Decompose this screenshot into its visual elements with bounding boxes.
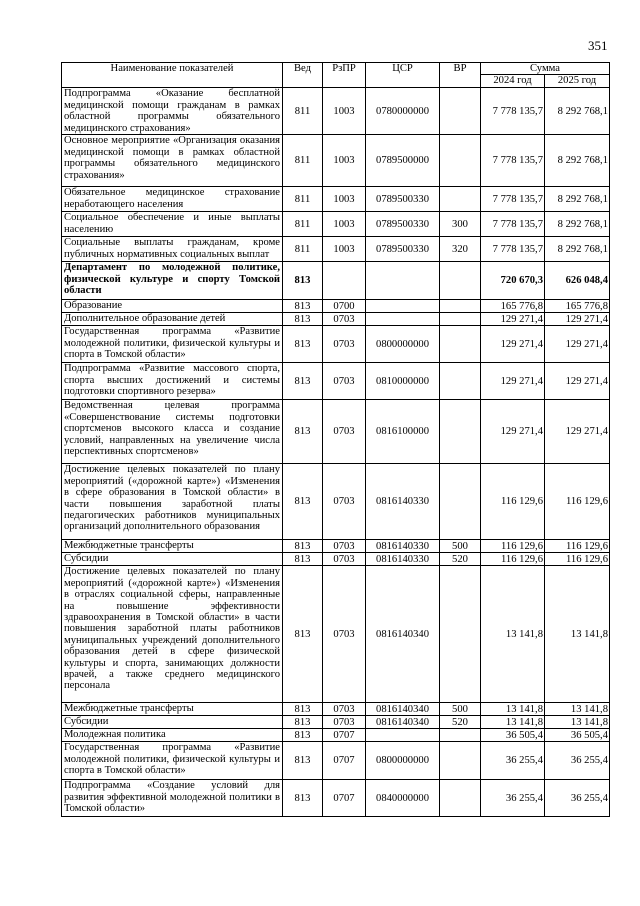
row-csr: 0789500330 — [366, 237, 440, 262]
row-sum-2025: 116 129,6 — [545, 553, 610, 566]
row-name: Подпрограмма «Создание условий для развития эффективной молодежной политики в Томской области» — [62, 780, 283, 817]
row-rzpr: 0703 — [323, 326, 366, 363]
row-sum-2024: 7 778 135,7 — [481, 88, 545, 135]
row-sum-2024: 36 505,4 — [481, 729, 545, 742]
row-name: Межбюджетные трансферты — [62, 540, 283, 553]
row-ved: 813 — [283, 566, 323, 703]
row-vr — [440, 313, 481, 326]
table-row — [62, 313, 610, 326]
row-rzpr: 0703 — [323, 464, 366, 540]
row-name: Основное мероприятие «Организация оказания медицинской помощи в рамках областной программы обязательного медицинского страхования» — [62, 135, 283, 187]
header-year-2025: 2025 год — [545, 75, 610, 88]
row-csr: 0816140330 — [366, 553, 440, 566]
table-row — [62, 212, 610, 237]
row-vr — [440, 566, 481, 703]
table-row — [62, 135, 610, 187]
row-name: Социальные выплаты гражданам, кроме публичных нормативных социальных выплат — [62, 237, 283, 262]
table-row — [62, 88, 610, 135]
row-ved: 813 — [283, 326, 323, 363]
table-row — [62, 262, 610, 300]
row-ved: 813 — [283, 716, 323, 729]
row-sum-2025: 8 292 768,1 — [545, 212, 610, 237]
row-ved: 811 — [283, 135, 323, 187]
row-sum-2024: 13 141,8 — [481, 716, 545, 729]
row-sum-2024: 165 776,8 — [481, 300, 545, 313]
row-rzpr: 0707 — [323, 780, 366, 817]
page-number: 351 — [588, 38, 608, 53]
row-sum-2024: 720 670,3 — [481, 262, 545, 300]
row-name: Ведомственная целевая программа «Совершенствование системы подготовки спортсменов высокого класса и создание условий, направленных на увеличение числа перспективных спортсменов» — [62, 400, 283, 464]
row-sum-2025: 129 271,4 — [545, 326, 610, 363]
row-vr: 520 — [440, 553, 481, 566]
row-vr: 500 — [440, 540, 481, 553]
row-rzpr: 1003 — [323, 88, 366, 135]
table-row — [62, 703, 610, 716]
row-sum-2025: 13 141,8 — [545, 716, 610, 729]
row-vr: 500 — [440, 703, 481, 716]
row-name: Дополнительное образование детей — [62, 313, 283, 326]
row-ved: 811 — [283, 187, 323, 212]
row-sum-2025: 129 271,4 — [545, 363, 610, 400]
row-rzpr: 1003 — [323, 237, 366, 262]
row-rzpr: 0703 — [323, 703, 366, 716]
table-row — [62, 729, 610, 742]
row-sum-2025: 8 292 768,1 — [545, 88, 610, 135]
row-rzpr: 0703 — [323, 566, 366, 703]
row-name: Департамент по молодежной политике, физической культуре и спорту Томской области — [62, 262, 283, 300]
row-csr: 0810000000 — [366, 363, 440, 400]
row-sum-2025: 36 255,4 — [545, 780, 610, 817]
header-year-2024: 2024 год — [481, 75, 545, 88]
row-name: Межбюджетные трансферты — [62, 703, 283, 716]
row-ved: 813 — [283, 363, 323, 400]
row-vr — [440, 300, 481, 313]
row-ved: 813 — [283, 464, 323, 540]
row-csr — [366, 729, 440, 742]
row-name: Достижение целевых показателей по плану мероприятий («дорожной карте») «Изменения в сфере образования в Томской области» в части повышения заработной платы педагогических работников муниципальных организаций дополнительного образования — [62, 464, 283, 540]
row-ved: 813 — [283, 400, 323, 464]
table-body — [62, 88, 610, 817]
header-vr: ВР — [440, 63, 481, 88]
row-sum-2024: 13 141,8 — [481, 566, 545, 703]
row-vr — [440, 135, 481, 187]
row-sum-2025: 8 292 768,1 — [545, 237, 610, 262]
row-sum-2024: 36 255,4 — [481, 780, 545, 817]
row-name: Субсидии — [62, 553, 283, 566]
row-csr: 0789500330 — [366, 212, 440, 237]
row-sum-2024: 36 255,4 — [481, 742, 545, 780]
row-ved: 813 — [283, 540, 323, 553]
row-csr: 0816140340 — [366, 566, 440, 703]
row-sum-2024: 116 129,6 — [481, 464, 545, 540]
row-sum-2024: 7 778 135,7 — [481, 187, 545, 212]
row-rzpr: 1003 — [323, 187, 366, 212]
row-name: Подпрограмма «Развитие массового спорта, спорта высших достижений и системы подготовки спортивного резерва» — [62, 363, 283, 400]
table-row — [62, 363, 610, 400]
row-csr: 0800000000 — [366, 742, 440, 780]
row-ved: 811 — [283, 88, 323, 135]
row-name: Субсидии — [62, 716, 283, 729]
row-csr: 0816140330 — [366, 540, 440, 553]
row-csr: 0789500330 — [366, 187, 440, 212]
row-ved: 813 — [283, 262, 323, 300]
row-sum-2025: 36 505,4 — [545, 729, 610, 742]
table-row — [62, 237, 610, 262]
row-sum-2024: 129 271,4 — [481, 313, 545, 326]
row-csr: 0780000000 — [366, 88, 440, 135]
table-row — [62, 400, 610, 464]
row-vr — [440, 187, 481, 212]
header-rzpr: РзПР — [323, 63, 366, 88]
row-csr: 0840000000 — [366, 780, 440, 817]
row-csr: 0816140330 — [366, 464, 440, 540]
row-name: Образование — [62, 300, 283, 313]
row-vr: 300 — [440, 212, 481, 237]
row-rzpr: 0703 — [323, 716, 366, 729]
row-sum-2025: 8 292 768,1 — [545, 135, 610, 187]
row-rzpr: 0703 — [323, 400, 366, 464]
row-sum-2025: 116 129,6 — [545, 464, 610, 540]
row-csr: 0816100000 — [366, 400, 440, 464]
table-row — [62, 553, 610, 566]
row-sum-2025: 8 292 768,1 — [545, 187, 610, 212]
row-vr — [440, 742, 481, 780]
row-csr — [366, 262, 440, 300]
row-sum-2024: 129 271,4 — [481, 400, 545, 464]
row-name: Молодежная политика — [62, 729, 283, 742]
row-rzpr: 0703 — [323, 313, 366, 326]
row-sum-2025: 165 776,8 — [545, 300, 610, 313]
row-vr — [440, 729, 481, 742]
row-vr — [440, 400, 481, 464]
row-sum-2025: 626 048,4 — [545, 262, 610, 300]
table-row — [62, 540, 610, 553]
row-name: Государственная программа «Развитие молодежной политики, физической культуры и спорта в Томской области» — [62, 326, 283, 363]
row-csr: 0800000000 — [366, 326, 440, 363]
row-ved: 811 — [283, 212, 323, 237]
row-sum-2024: 13 141,8 — [481, 703, 545, 716]
row-csr — [366, 300, 440, 313]
header-sum: Сумма — [481, 63, 610, 75]
table-row — [62, 464, 610, 540]
header-name: Наименование показателей — [62, 63, 283, 88]
budget-table — [61, 62, 610, 817]
header-csr: ЦСР — [366, 63, 440, 88]
table-row — [62, 742, 610, 780]
row-ved: 813 — [283, 780, 323, 817]
table-row — [62, 780, 610, 817]
row-sum-2025: 129 271,4 — [545, 400, 610, 464]
header-ved: Вед — [283, 63, 323, 88]
row-sum-2024: 7 778 135,7 — [481, 135, 545, 187]
row-name: Государственная программа «Развитие молодежной политики, физической культуры и спорта в Томской области» — [62, 742, 283, 780]
table-row — [62, 326, 610, 363]
table-row — [62, 566, 610, 703]
row-sum-2025: 36 255,4 — [545, 742, 610, 780]
row-sum-2025: 13 141,8 — [545, 566, 610, 703]
table-row — [62, 187, 610, 212]
row-ved: 813 — [283, 300, 323, 313]
row-rzpr: 0700 — [323, 300, 366, 313]
row-sum-2025: 129 271,4 — [545, 313, 610, 326]
row-ved: 813 — [283, 703, 323, 716]
row-ved: 813 — [283, 313, 323, 326]
row-vr — [440, 363, 481, 400]
row-rzpr: 0703 — [323, 363, 366, 400]
row-rzpr: 0703 — [323, 540, 366, 553]
row-ved: 811 — [283, 237, 323, 262]
row-sum-2024: 129 271,4 — [481, 363, 545, 400]
row-sum-2025: 13 141,8 — [545, 703, 610, 716]
row-rzpr: 1003 — [323, 212, 366, 237]
row-csr: 0816140340 — [366, 716, 440, 729]
row-vr — [440, 262, 481, 300]
row-sum-2024: 7 778 135,7 — [481, 212, 545, 237]
row-sum-2025: 116 129,6 — [545, 540, 610, 553]
row-rzpr: 0707 — [323, 729, 366, 742]
row-name: Достижение целевых показателей по плану мероприятий («дорожной карте») «Изменения в отраслях социальной сферы, направленные на повышение эффективности здравоохранения в Томской области» в части повышения заработной платы работников муниципальных учреждений дополнительного образования детей в сфере физической культуры и спорта, занимающих должности врачей, а также среднего медицинского персонала — [62, 566, 283, 703]
row-ved: 813 — [283, 742, 323, 780]
table-row — [62, 300, 610, 313]
row-vr — [440, 780, 481, 817]
row-vr: 320 — [440, 237, 481, 262]
row-csr — [366, 313, 440, 326]
row-sum-2024: 7 778 135,7 — [481, 237, 545, 262]
row-vr — [440, 326, 481, 363]
row-sum-2024: 129 271,4 — [481, 326, 545, 363]
row-rzpr — [323, 262, 366, 300]
row-rzpr: 1003 — [323, 135, 366, 187]
row-ved: 813 — [283, 729, 323, 742]
row-csr: 0816140340 — [366, 703, 440, 716]
row-rzpr: 0707 — [323, 742, 366, 780]
row-csr: 0789500000 — [366, 135, 440, 187]
row-name: Социальное обеспечение и иные выплаты населению — [62, 212, 283, 237]
row-rzpr: 0703 — [323, 553, 366, 566]
table-row — [62, 716, 610, 729]
row-sum-2024: 116 129,6 — [481, 540, 545, 553]
row-name: Подпрограмма «Оказание бесплатной медицинской помощи гражданам в рамках областной программы обязательного медицинского страхования» — [62, 88, 283, 135]
row-vr: 520 — [440, 716, 481, 729]
row-ved: 813 — [283, 553, 323, 566]
row-vr — [440, 464, 481, 540]
row-sum-2024: 116 129,6 — [481, 553, 545, 566]
row-name: Обязательное медицинское страхование неработающего населения — [62, 187, 283, 212]
row-vr — [440, 88, 481, 135]
